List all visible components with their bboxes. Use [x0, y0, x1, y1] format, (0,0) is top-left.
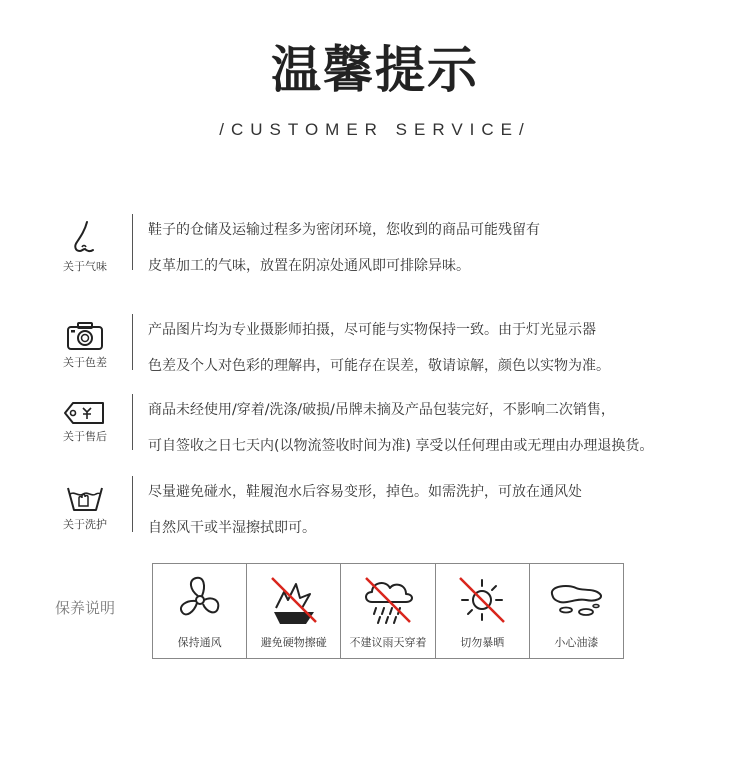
care-caption: 保持通风 [177, 636, 222, 649]
care-caption: 避免硬物擦碰 [260, 636, 327, 649]
tip-line: 产品图片均为专业摄影师拍摄，尽可能与实物保持一致。由于灯光显示器 [148, 322, 596, 338]
care-label: 保养说明 [55, 599, 116, 617]
tip-row-washing [40, 482, 740, 552]
tip-text [148, 474, 582, 546]
divider [132, 214, 133, 270]
tip-text [148, 392, 653, 464]
camera-icon [65, 320, 105, 352]
hand-wash-icon [65, 482, 105, 514]
divider [132, 476, 133, 532]
tip-label: 关于洗护 [63, 518, 107, 531]
tip-row-color [40, 320, 740, 390]
tip-text [148, 212, 540, 284]
tip-row-smell [40, 220, 740, 290]
no-sun-icon [454, 572, 510, 628]
care-table [152, 563, 624, 659]
tip-label: 关于气味 [63, 260, 107, 273]
tip-line: 色差及个人对色彩的理解冉，可能存在误差，敬请谅解，颜色以实物为准。 [148, 358, 610, 374]
page-subtitle: /CUSTOMER SERVICE/ [219, 120, 531, 139]
care-caption: 不建议雨天穿着 [349, 636, 427, 649]
tip-label: 关于售后 [63, 430, 107, 443]
tip-label: 关于色差 [63, 356, 107, 369]
divider [132, 394, 133, 450]
oil-paint-icon [546, 572, 606, 628]
tip-icon-box [40, 220, 130, 274]
tip-line: 尽量避免碰水，鞋履泡水后容易变形，掉色。如需洗护，可放在通风处 [148, 484, 582, 500]
care-item-no-rain [341, 564, 435, 658]
care-caption: 切勿暴晒 [460, 636, 505, 649]
tip-line: 可自签收之日七天内(以物流签收时间为准) 享受以任何理由或无理由办理退换货。 [148, 438, 654, 454]
no-hard-object-icon [266, 572, 322, 628]
tip-line: 鞋子的仓储及运输过程多为密闭环境，您收到的商品可能残留有 [148, 222, 540, 238]
care-item-paint [530, 564, 623, 658]
tip-icon-box [40, 320, 130, 370]
fan-icon [172, 572, 228, 628]
price-tag-icon [63, 400, 107, 426]
tip-row-aftersales [40, 400, 740, 470]
tip-text [148, 312, 610, 384]
page-title: 温馨提示 [271, 41, 479, 99]
tip-line: 皮革加工的气味，放置在阴凉处通风即可排除异味。 [148, 258, 470, 274]
care-item-ventilation [153, 564, 247, 658]
tip-line: 自然风干或半湿擦拭即可。 [148, 520, 316, 536]
care-item-no-hard-objects [247, 564, 341, 658]
no-rain-icon [360, 572, 416, 628]
divider [132, 314, 133, 370]
care-caption: 小心油漆 [554, 636, 599, 649]
tip-line: 商品未经使用/穿着/洗涤/破损/吊牌未摘及产品包装完好，不影响二次销售， [148, 402, 615, 418]
tip-icon-box [40, 400, 130, 444]
care-item-no-sun [436, 564, 530, 658]
nose-icon [65, 220, 105, 256]
tip-icon-box [40, 482, 130, 532]
